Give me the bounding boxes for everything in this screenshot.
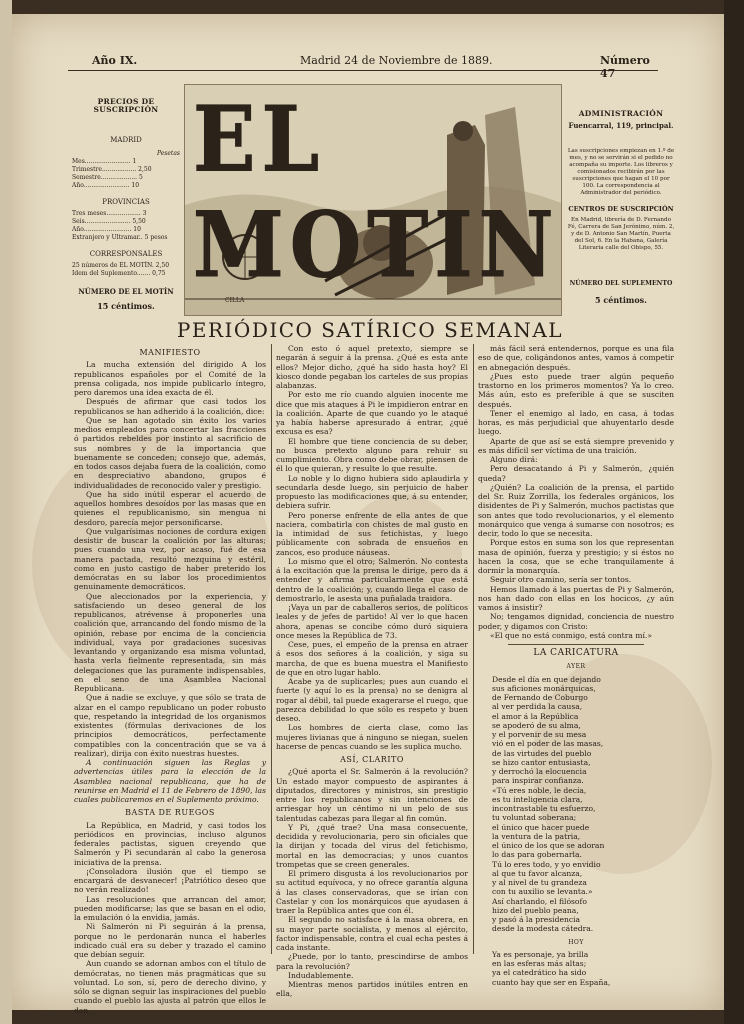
paragraph: Alguno dirá: — [490, 455, 538, 464]
poem-line: en las esferas más altas; — [492, 959, 587, 968]
issue-price-label: NÚMERO DE EL MOTÍN — [78, 287, 174, 296]
paragraph: La República, en Madrid, y casi todos los periódicos en provincias, incluso algunos federales pactistas, siguen creyendo que Salmerón y Pi secundarán al cabo la generosa iniciativa de la prensa. — [74, 820, 266, 867]
price-row: Seis........................ 5,50 — [72, 218, 146, 225]
poem-line: ya el catedrático ha sido — [492, 968, 587, 978]
paragraph: Pero ponerse enfrente de ella antes de que naciera, combatirla con chistes de mal gusto en la intimidad de sus fetichistas, y luego públicamente con sobrada de ensueños en zancos, eso produce náuseas. — [276, 510, 468, 557]
poem-line: y el porvenir de su mesa — [492, 730, 587, 739]
paragraph: Hemos llamado á las puertas de Pi y Salmerón, nos han dado con ellas en los hocicos, ¿y aún vamos á insistir? — [478, 584, 674, 612]
paragraph: ¿Pues esto puede traer algún pequeño trastorno en los primeros momentos? Ya lo creo. Más aún, esto es preferible á que se susciten después. — [478, 371, 674, 409]
poem-line: con tu auxilio se levanta.» — [492, 887, 593, 897]
paragraph: ¡Consoladora ilusión que el tiempo se encargará de desvanecer! ¡Patriótico deseo que no verán realizado! — [74, 866, 266, 895]
admin-notes: Las suscripciones empiezan en 1.º de mes, y no se servirán si el pedido no acompaña su importe. Los libreros y comisionados recibirán por las suscripciones que hagan el 10 por 100. La correspondencia al Administrador del periódico. — [567, 148, 675, 196]
poem-line: desde la modesta cátedra. — [492, 924, 594, 934]
paragraph: El segundo no satisface á la masa obrera, en su mayor parte socialista, y menos al ejército, factor indispensable, contra el cual echa pestes á cada instante. — [276, 915, 468, 952]
poem-line: es tu inteligencia clara, — [492, 794, 583, 804]
paragraph: Lo noble y lo digno hubiera sido aplaudirla y secundarla desde luego, sin perjuicio de haber propuesto las modificaciones que, á su entender, debiera sufrir. — [276, 473, 468, 511]
paragraph: Indudablemente. — [288, 970, 354, 980]
subscription-box — [72, 98, 180, 310]
pesetas-label: Pesetas — [156, 150, 180, 157]
paragraph: Lo mismo que el otro; Salmerón. No contesta á la excitación que la prensa le dirige, pero da á entender y afirma particularmente que está dentro de la coalición; y, cuando llega el caso de demostrarlo, le asesta una puñalada traidora. — [276, 556, 468, 603]
paragraph: Por esto me río cuando alguien inocente me dice que mis ataques á Pi le impidieron entrar en la coalición. Aparte de que cuando yo le ataqué ya había haberse apresurado á entrar, ¿qué excusa es esa? — [276, 390, 468, 437]
poem-line: la ventura de la patria, — [492, 831, 581, 841]
paragraph: Con esto ó aquel pretexto, siempre se negarán á seguir á la prensa. ¿Qué es esta ante ellos? Mejor dicho, ¿qué ha sido hasta hoy? El kiosco donde pegaban los carteles de sus propias alabanzas. — [276, 344, 468, 390]
paragraph: Que ha sido inútil esperar el acuerdo de aquellos hombres desoídos por las masas que en quienes el republicanismo, sin mengua ni desdoro, parecía mejor personificarse. — [74, 489, 266, 527]
section-heading: MANIFIESTO — [139, 348, 201, 357]
paragraph: Tener el enemigo al lado, en casa, á todas horas, es más perjudicial que ahuyentarlo desde luego. — [478, 408, 674, 437]
subsection-heading: HOY — [568, 938, 584, 946]
paragraph: Las resoluciones que arrancan del amor, pueden modificarse; las que se basan en el odio, la emulación ó la envidia, jamás. — [74, 894, 266, 922]
poem-line: el único que hacer puede — [492, 822, 590, 832]
header-bar — [68, 44, 658, 80]
paragraph: Después de afirmar que casi todos los republicanos se han adherido á la coalición, dice: — [74, 397, 266, 416]
admin-address: Fuencarral, 119, principal. — [568, 121, 674, 130]
masthead-subtitle: PERIÓDICO SATÍRICO SEMANAL — [176, 318, 564, 342]
paragraph: Que á nadie se excluye, y que sólo se trata de alzar en el campo republicano un poder robusto que, respetando la integridad de los organismos existentes (fórmulas derivaciones de los principios democráticos, perfectamente compatibles con la concentración que se va á realizar), dirija con éxito nuestras huestes. — [74, 693, 266, 758]
paragraph: El hombre que tiene conciencia de su deber, no busca pretexto alguno para rehuir su cumplimiento. Obra como debe obrar, piensen de él lo que quieran, y resulte lo que resulte. — [276, 436, 468, 474]
poem-line: el único de los que se adoran — [492, 841, 605, 850]
subscription-title: PRECIOS DE SUSCRIPCIÓN — [93, 97, 159, 114]
column-rule — [271, 344, 272, 954]
poem-line: se hizo cantor entusiasta, — [492, 757, 591, 767]
madrid-heading: MADRID — [110, 136, 142, 144]
paragraph: ¿Puede, por lo tanto, prescindirse de ambos para la revolución? — [276, 952, 468, 971]
paragraph: Aparte de que así se está siempre prevenido y es más difícil ser víctima de una traición. — [478, 436, 674, 455]
issue-number: Número 47 — [600, 54, 650, 80]
supplement-price: 5 céntimos. — [595, 295, 647, 305]
price-row: Mes........................ 1 — [72, 158, 137, 165]
poem-ayer — [478, 675, 674, 934]
column-1 — [74, 344, 266, 1015]
paragraph: Ni Salmerón ni Pi seguirán á la prensa, porque no le perdonarán nunca el haberles indicado cuál era su deber y trazado el camino que debían seguir. — [74, 922, 266, 959]
column-3 — [478, 344, 674, 987]
year: Año IX. — [92, 54, 138, 67]
poem-line: «Tú eres noble, le decía, — [492, 785, 587, 795]
price-row: Tres meses.................. 3 — [72, 210, 147, 217]
administration-box — [566, 110, 676, 304]
poem-line: y al nivel de tu grandeza — [492, 878, 587, 887]
paragraph: Los hombres de cierta clase, como las mujeres livianas que á ninguno se niegan, suelen hacerse de pencas cuando se les suplica mucho. — [276, 723, 468, 751]
subsection-heading: AYER — [566, 663, 586, 671]
poem-line: tu voluntad soberana; — [492, 813, 577, 823]
paragraph: Y Pi, ¿qué trae? Una masa consecuente, decidida y revolucionaria, pero sin oficiales que la dirijan y tocada del virus del fetichismo, mortal en las democracias; y unos cuantos trompetas que se creen generales. — [276, 822, 468, 869]
price-row: 25 números de EL MOTÍN. 2,50 — [72, 262, 170, 269]
poem-line: lo das para gobernarla. — [492, 850, 582, 860]
paragraph: Porque estos en suma son los que representan masa de opinión, fuerza y prestigio; y si éstos no hacen la cosa, que se eche tranquilamente á dormir la monarquía. — [478, 538, 674, 575]
issue-price: 15 céntimos. — [97, 301, 155, 311]
poem-line: para inspirar confianza. — [492, 776, 584, 786]
poem-hoy — [478, 950, 674, 987]
provincias-heading: PROVINCIAS — [102, 198, 150, 206]
paragraph: Cese, pues, el empeño de la prensa en atraer á esos dos señores á la coalición, y siga su marcha, de que es buena muestra el Manifiesto de que en otro lugar hablo. — [276, 640, 468, 677]
price-row: Año......................... 10 — [72, 226, 141, 233]
poem-line: hizo del pueblo peana, — [492, 905, 579, 915]
section-heading: BASTA DE RUEGOS — [125, 808, 215, 818]
poem-line: al ver perdida la causa, — [492, 702, 583, 712]
poem-line: Desde el día en que dejando — [492, 674, 601, 684]
paragraph: Mientras menos partidos inútiles entren en ella, — [276, 980, 468, 999]
poem-line: sus aficiones monárquicas, — [492, 683, 596, 693]
paragraph: ¿Qué aporta el Sr. Salmerón á la revolución? Un estado mayor compuesto de aspirantes á diputados, directores y ministros, sin prestigio entre los republicanos y sin intenciones de arriesgar hoy un céntimo ni un pelo de sus talentudas cabezas para llegar al fin común. — [276, 767, 468, 823]
paragraph: Pero desacatando á Pi y Salmerón, ¿quién queda? — [478, 464, 674, 483]
price-row: Idem del Suplemento....... 0,75 — [72, 270, 166, 277]
section-heading: ASÍ, CLARITO — [340, 755, 404, 764]
price-row: Extranjero y Ultramar.. 5 pesos — [72, 234, 168, 241]
paragraph: Que se han agotado sin éxito los varios medios empleados para concertar las fracciones ó partidos rebeldes por instinto al sacrificio de sus nombres y de la importancia que buenamente se conceden; consejo que, además, en todos casos dejaba fuera de la coalición, como en despreciativo abandono, grupos é individualidades de reconocido valer y prestigio. — [74, 415, 266, 490]
poem-line: al que tu favor alcanza, — [492, 868, 583, 878]
masthead-title: EL MOTIN — [193, 87, 560, 299]
paragraph: El primero disgusta á los revolucionarios por su actitud equívoca, y no ofrece garantía alguna á las clases conservadoras, que se irían con Castelar y con los monárquicos que ayudasen á traer la República antes que con él. — [276, 869, 468, 915]
paragraph: Que aleccionados por la experiencia, y satisfaciendo un deseo general de los republicanos, atrévense á proponerles una coalición que, arrancando del fondo mismo de la opinión, rebase por encima de la conciencia individual, vaya por gradaciones sucesivas levantando y organizando esa misma voluntad, hasta verla fielmente representada, sin más delegaciones que las puramente indispensables, en el seno de una Asamblea Nacional Republicana. — [74, 591, 266, 693]
poem-line: Ya es personaje, ya brilla — [492, 949, 589, 959]
section-heading: LA CARICATURA — [533, 648, 619, 658]
poem-line: vió en el poder de las masas, — [492, 739, 604, 749]
poem-line: Así charlando, el filósofo — [492, 896, 587, 906]
dateline: Madrid 24 de Noviembre de 1889. — [300, 54, 493, 67]
paragraph: La mucha extensión del dirigido A los republicanos españoles por el Comité de la prensa coligada, nos impide publicarlo íntegro, pero daremos una idea exacta de él. — [74, 360, 266, 397]
paragraph: Acabe ya de suplicarles; pues aun cuando el fuerte (y aquí lo es la prensa) no se denigra al rogar al débil, tal puede exagerarse el ruego, que parezca debilidad lo que sólo es respeto y buen deseo. — [276, 677, 468, 723]
illustrator-signature: CILLA — [225, 297, 245, 304]
paragraph: «El que no está conmigo, está contra mí.» — [490, 630, 652, 640]
poem-line: y pasó á la presidencia — [492, 915, 581, 924]
poem-line: de Fernando de Coburgo — [492, 693, 588, 702]
column-rule — [473, 344, 474, 954]
centros-text: En Madrid, librería de D. Fernando Fé, Carrera de San Jerónimo, núm. 2, y de D. Antonio San Martín, Puerta del Sol, 6. En la Habana, Galería Literaria calle del Obispo, 55. — [567, 217, 675, 251]
poem-line: de las virtudes del pueblo — [492, 748, 592, 758]
price-row: Semestre................... 5 — [72, 174, 143, 181]
masthead-illustration — [184, 84, 562, 316]
poem-line: el amor á la República — [492, 711, 579, 721]
corresponsales-heading: CORRESPONSALES — [89, 250, 163, 258]
paragraph: ¡Vaya un par de caballeros serios, de políticos leales y de jefes de partido! Al ver lo que hacen ahora, apenas se concibe cómo duró siquiera once meses la República de 73. — [276, 603, 468, 640]
paragraph: más fácil será entendernos, porque es una fila eso de que, coligándonos antes, vamos á competir en abnegación después. — [478, 344, 674, 372]
paragraph: Que vulgarísimas nociones de cordura exigen desistir de buscar la coalición por las alturas; pues cuando una vez, por acaso, fué de esa manera pactada, resultó mezquina y estéril, como en justo castigo de haber preterido los demócratas en su labor los procedimientos genuinamente democráticos. — [74, 526, 266, 592]
divider — [508, 644, 644, 645]
poem-line: Tú lo eres todo, y yo envidio — [492, 859, 601, 869]
paragraph: Aun cuando se adornan ambos con el título de demócratas, no tienen más pragmáticas que su voluntad. Lo son, sí, pero de derecho divino, y sólo se dignan seguir las inspiraciones del pueblo cuando el pueblo las ajusta al patrón que ellos le dan. — [74, 959, 266, 1015]
poem-line: incontrastable tu esfuerzo, — [492, 804, 596, 813]
paragraph: ¿Quién? La coalición de la prensa, el partido del Sr. Ruiz Zorrilla, los federales orgánicos, los disidentes de Pi y Salmerón, muchos pactistas que son antes que todo revolucionarios, y el elemento monárquico que venga á sumarse con nosotros; es decir, todo lo que se necesita. — [478, 482, 674, 538]
poem-line: cuanto hay que ser en España, — [492, 977, 611, 987]
admin-title: ADMINISTRACIÓN — [578, 109, 664, 118]
poem-line: se apoderó de su alma, — [492, 720, 581, 730]
column-2 — [276, 344, 468, 999]
price-row: Trimestre.................. 2,50 — [72, 166, 152, 173]
right-page-edge — [724, 0, 744, 1024]
centros-heading: CENTROS DE SUSCRIPCIÓN — [568, 205, 674, 213]
paragraph: A continuación siguen las Reglas y advertencias útiles para la elección de la Asamblea nacional republicana, que ha de reunirse en Madrid el 11 de Febrero de 1890, las cuales publicaremos en el Suplemento próximo. — [74, 758, 266, 804]
paragraph: No; tengamos dignidad, conciencia de nuestro poder, y digamos con Cristo: — [478, 612, 674, 631]
price-row: Año........................ 10 — [72, 182, 140, 189]
poem-line: y derrochó la elocuencia — [492, 767, 587, 776]
left-page-edge — [0, 0, 12, 1024]
paragraph: Seguir otro camino, sería ser tontos. — [490, 575, 632, 585]
supplement-price-label: NÚMERO DEL SUPLEMENTO — [569, 280, 673, 287]
